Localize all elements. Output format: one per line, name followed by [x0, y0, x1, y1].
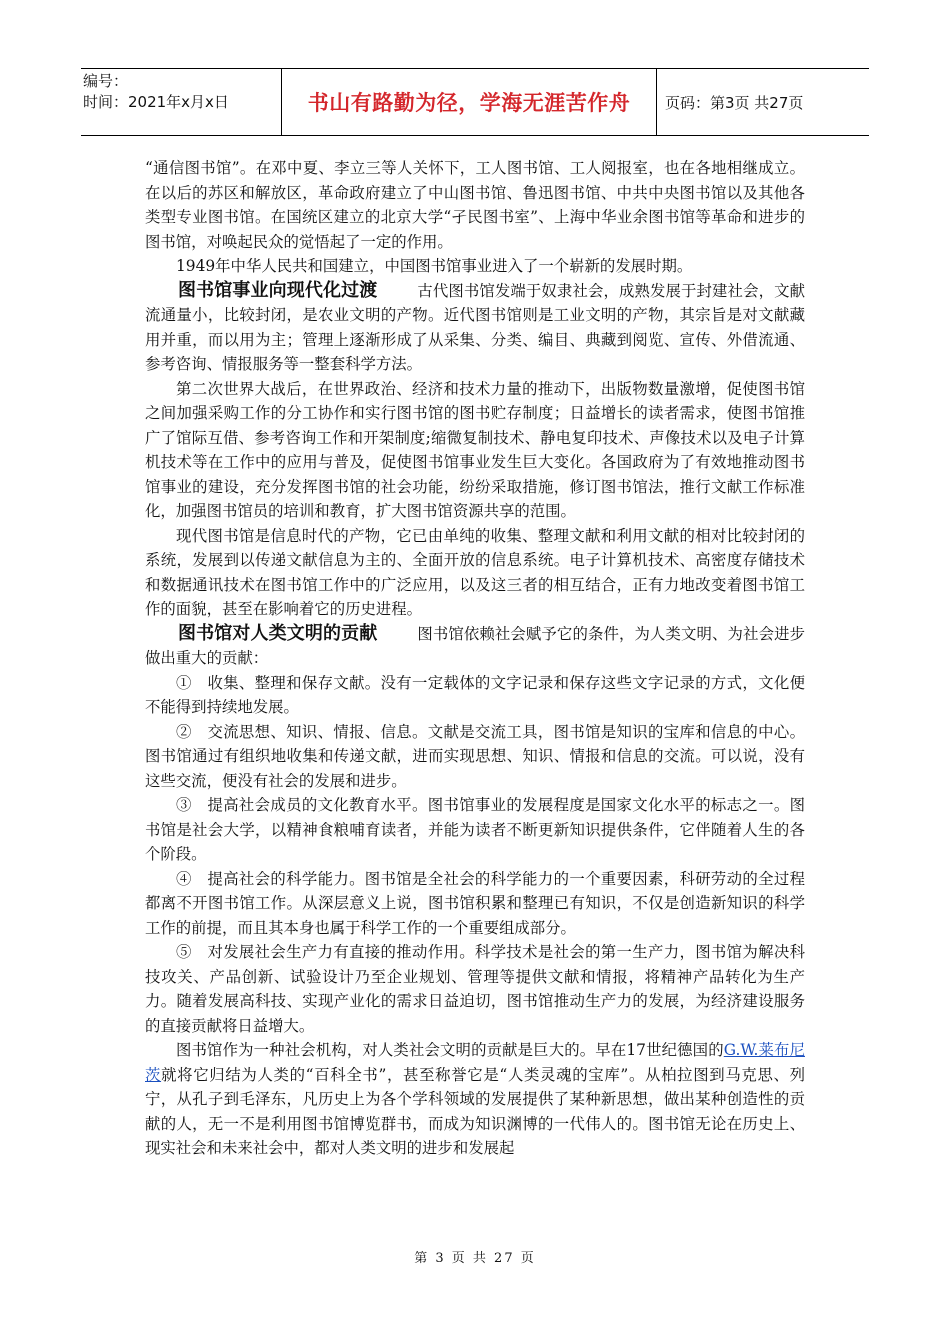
paragraph [145, 1038, 805, 1161]
page-footer: 第 3 页 共 27 页 [414, 1251, 536, 1266]
paragraph: 现代图书馆是信息时代的产物，它已由单纯的收集、整理文献和利用文献的相对比较封闭的系统，发展到以传递文献信息为主的、全面开放的信息系统。电子计算机技术、高密度存储技术和数据通讯技术在图书馆工作中的广泛应用，以及这三者的相互结合，正有力地改变着图书馆工作的面貌，甚至在影响着它的历史进程。 [145, 526, 805, 618]
paragraph-text: 就将它归结为人类的“百科全书”，甚至称誉它是“人类灵魂的宝库”。从柏拉图到马克思、列宁，从孔子到毛泽东，凡历史上为各个学科领域的发展提供了某种新思想，做出某种创造性的贡献的人，无一不是利用图书馆博览群书，而成为知识渊博的一代伟人的。图书馆无论在历史上、现实社会和未来社会中，都对人类文明的进步和发展起 [145, 1065, 805, 1157]
document-body [145, 156, 805, 1161]
header-left [81, 69, 281, 135]
paragraph-text: 图书馆作为一种社会机构，对人类社会文明的贡献是巨大的。早在17世纪德国的 [176, 1041, 724, 1059]
doc-time-label: 时间：2021年x月x日 [83, 93, 229, 111]
list-item: ② 交流思想、知识、情报、信息。文献是交流工具，图书馆是知识的宝库和信息的中心。图书馆通过有组织地收集和传递文献，进而实现思想、知识、情报和信息的交流。可以说，没有这些交流，便没有社会的发展和进步。 [145, 722, 805, 790]
section-heading: 图书馆事业向现代化过渡 [178, 279, 378, 301]
doc-number-label: 编号： [83, 72, 129, 90]
paragraph: 第二次世界大战后，在世界政治、经济和技术力量的推动下，出版物数量激增，促使图书馆之间加强采购工作的分工协作和实行图书馆的图书贮存制度；日益增长的读者需求，使图书馆推广了馆际互借、参考咨询工作和开架制度;缩微复制技术、静电复印技术、声像技术以及电子计算机技术等在工作中的应用与普及，促使图书馆事业发生巨大变化。各国政府为了有效地推动图书馆事业的建设，充分发挥图书馆的社会功能，纷纷采取措施，修订图书馆法，推行文献工作标准化，加强图书馆员的培训和教育，扩大图书馆资源共享的范围。 [145, 379, 805, 520]
list-item: ③ 提高社会成员的文化教育水平。图书馆事业的发展程度是国家文化水平的标志之一。图书馆是社会大学，以精神食粮哺育读者，并能为读者不断更新知识提供条件，它伴随着人生的各个阶段。 [145, 796, 805, 863]
paragraph: 1949年中华人民共和国建立，中国图书馆事业进入了一个崭新的发展时期。 [176, 257, 693, 275]
list-item: ① 收集、整理和保存文献。没有一定载体的文字记录和保存这些文字记录的方式，文化便不能得到持续地发展。 [145, 673, 805, 716]
paragraph [145, 279, 805, 377]
header-motto: 书山有路勤为径，学海无涯苦作舟 [281, 69, 657, 135]
list-item: ④ 提高社会的科学能力。图书馆是全社会的科学能力的一个重要因素，科研劳动的全过程都离不开图书馆工作。从深层意义上说，图书馆积累和整理已有知识，不仅是创造新知识的科学工作的前提，而且其本身也属于科学工作的一个重要组成部分。 [145, 869, 805, 937]
leibniz-link[interactable]: G.W.莱布尼茨 [145, 1041, 805, 1084]
paragraph [145, 622, 805, 671]
paragraph-text: 古代图书馆发端于奴隶社会，成熟发展于封建社会，文献流通量小，比较封闭，是农业文明的产物。近代图书馆则是工业文明的产物，其宗旨是对文献藏用并重，而以用为主；管理上逐渐形成了从采集、分类、编目、典藏到阅览、宣传、外借流通、参考咨询、情报服务等一整套科学方法。 [145, 281, 805, 373]
header-page-label: 页码：第3页 共27页 [665, 93, 804, 112]
paragraph-text: 图书馆依赖社会赋予它的条件，为人类文明、为社会进步做出重大的贡献： [145, 624, 805, 667]
paragraph: “通信图书馆”。在邓中夏、李立三等人关怀下，工人图书馆、工人阅报室，也在各地相继成立。在以后的苏区和解放区，革命政府建立了中山图书馆、鲁迅图书馆、中共中央图书馆以及其他各类型专业图书馆。在国统区建立的北京大学“孑民图书室”、上海中华业余图书馆等革命和进步的图书馆，对唤起民众的觉悟起了一定的作用。 [145, 159, 805, 251]
section-heading: 图书馆对人类文明的贡献 [178, 622, 378, 644]
list-item: ⑤ 对发展社会生产力有直接的推动作用。科学技术是社会的第一生产力，图书馆为解决科技攻关、产品创新、试验设计乃至企业规划、管理等提供文献和情报，将精神产品转化为生产力。随着发展高科技、实现产业化的需求日益迫切，图书馆推动生产力的发展，为经济建设服务的直接贡献将日益增大。 [145, 943, 805, 1035]
page-header [81, 68, 869, 136]
